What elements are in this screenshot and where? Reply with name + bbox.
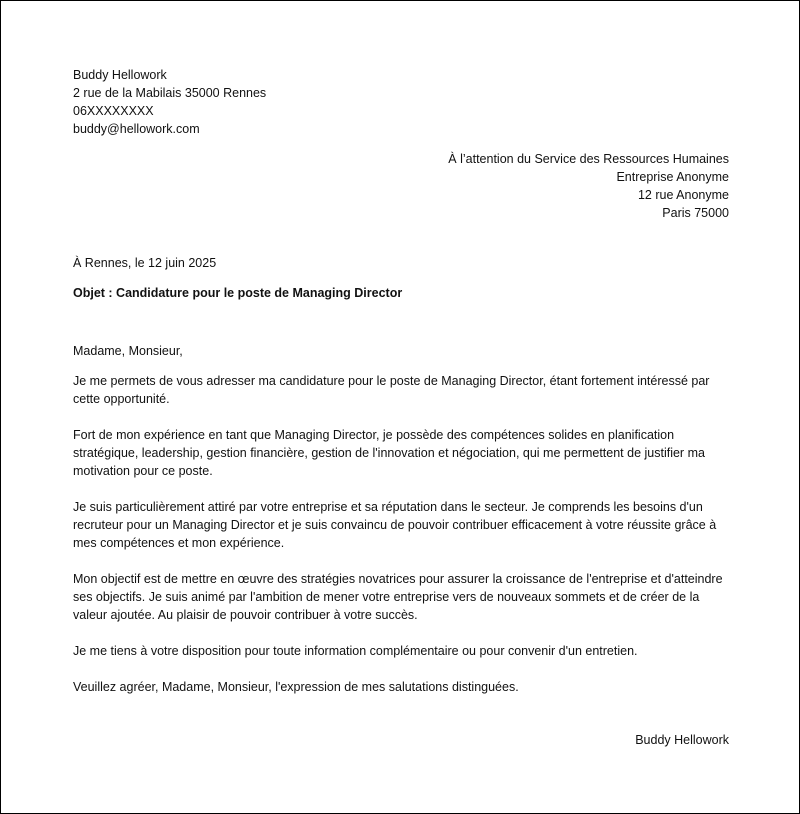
body-paragraph-1: Je me permets de vous adresser ma candidature pour le poste de Managing Director, étant fortement intéressé par cette opportunité. [73,374,710,406]
recipient-street: 12 rue Anonyme [637,188,729,202]
letter-salutation: Madame, Monsieur, [73,344,183,358]
sender-block [73,66,729,138]
closing-paragraph: Veuillez agréer, Madame, Monsieur, l'expression de mes salutations distinguées. [73,680,519,694]
letter-date: À Rennes, le 12 juin 2025 [73,256,217,270]
body-paragraph-5: Je me tiens à votre disposition pour toute information complémentaire ou pour convenir d'un entretien. [73,644,638,658]
body-paragraph-3: Je suis particulièrement attiré par votre entreprise et sa réputation dans le secteur. Je comprends les besoins d'un recruteur pour un Managing Director et je suis convaincu de pouvoir contribuer efficacement à votre réussite grâce à mes compétences et mon expérience. [73,500,717,550]
letter-subject: Objet : Candidature pour le poste de Managing Director [73,286,403,300]
sender-phone: 06XXXXXXXX [73,104,154,118]
sender-address: 2 rue de la Mabilais 35000 Rennes [73,86,267,100]
recipient-company: Entreprise Anonyme [616,170,729,184]
recipient-attention: À l’attention du Service des Ressources Humaines [448,152,729,166]
body-paragraph-4: Mon objectif est de mettre en œuvre des stratégies novatrices pour assurer la croissance de l'entreprise et d'atteindre ses objectifs. Je suis animé par l'ambition de mener votre entreprise vers de nouveaux sommets et de créer de la valeur ajoutée. Au plaisir de pouvoir contribuer à votre succès. [73,572,723,622]
signature: Buddy Hellowork [635,733,729,747]
letter-content [73,66,729,749]
sender-email: buddy@hellowork.com [73,122,200,136]
body-paragraph-2: Fort de mon expérience en tant que Managing Director, je possède des compétences solides en planification stratégique, leadership, gestion financière, gestion de l'innovation et négociation, qui me permettent de justifier ma motivation pour ce poste. [73,428,705,478]
sender-name: Buddy Hellowork [73,68,167,82]
recipient-block [73,150,729,222]
recipient-city: Paris 75000 [662,206,729,220]
